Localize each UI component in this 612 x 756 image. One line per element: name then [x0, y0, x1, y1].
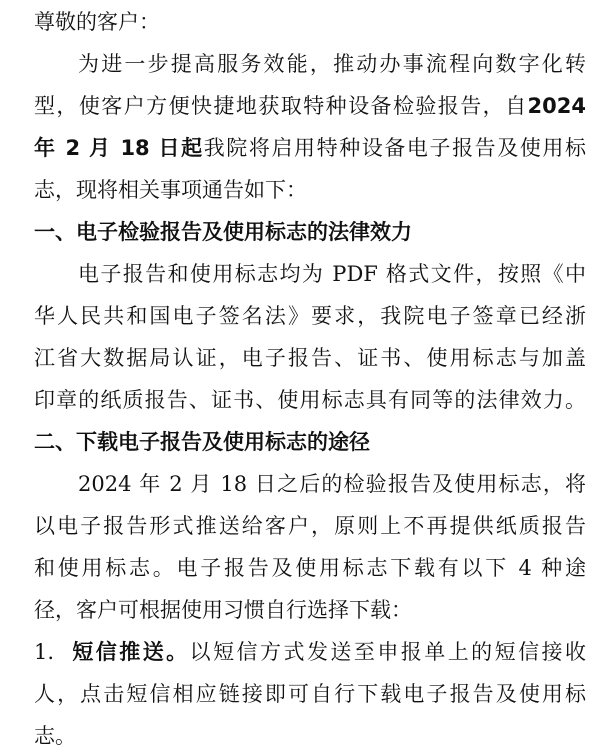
section-1-line-4: 印章的纸质报告、证书、使用标志具有同等的法律效力。: [34, 388, 586, 412]
section-2-line-2: 以电子报告形式推送给客户，原则上不再提供纸质报告: [34, 514, 586, 538]
intro-line-2: [34, 86, 586, 126]
section-2-line-3: 和使用标志。电子报告及使用标志下载有以下 4 种途: [34, 556, 586, 580]
item-1-line-2: 人，点击短信相应链接即可自行下载电子报告及使用标: [34, 682, 586, 706]
section-1-line-3: 江省大数据局认证，电子报告、证书、使用标志与加盖: [34, 346, 586, 370]
section-1-line-2: 华人民共和国电子签名法》要求，我院电子签章已经浙: [34, 304, 586, 328]
item-1-line-1-text: 以短信方式发送至申报单上的短信接收: [189, 640, 586, 664]
section-1-heading: 一、电子检验报告及使用标志的法律效力: [34, 220, 412, 244]
intro-line-3-text: 我院将启用特种设备电子报告及使用标: [203, 136, 586, 160]
intro-line-1: 为进一步提高服务效能，推动办事流程向数字化转: [78, 52, 586, 76]
intro-date-year: 2024: [527, 94, 586, 118]
item-1-title: 短信推送。: [72, 640, 190, 664]
item-1-line-1: [34, 632, 586, 672]
intro-line-3: [34, 128, 586, 168]
salutation: 尊敬的客户：: [34, 10, 160, 34]
intro-line-4: 志，现将相关事项通告如下：: [34, 178, 307, 202]
section-2-line-4: 径，客户可根据使用习惯自行选择下载：: [34, 598, 412, 622]
section-2-heading: 二、下载电子报告及使用标志的途径: [34, 430, 370, 454]
section-2-line-1: 2024 年 2 月 18 日之后的检验报告及使用标志，将: [78, 472, 586, 496]
intro-date-start: 年 2 月 18 日起: [34, 136, 204, 160]
item-1-line-3: 志。: [34, 724, 76, 748]
intro-line-2-text: 型，使客户方便快捷地获取特种设备检验报告，自: [34, 94, 528, 118]
section-1-line-1: 电子报告和使用标志均为 PDF 格式文件，按照《中: [78, 262, 586, 286]
item-1-number: 1.: [34, 640, 55, 664]
